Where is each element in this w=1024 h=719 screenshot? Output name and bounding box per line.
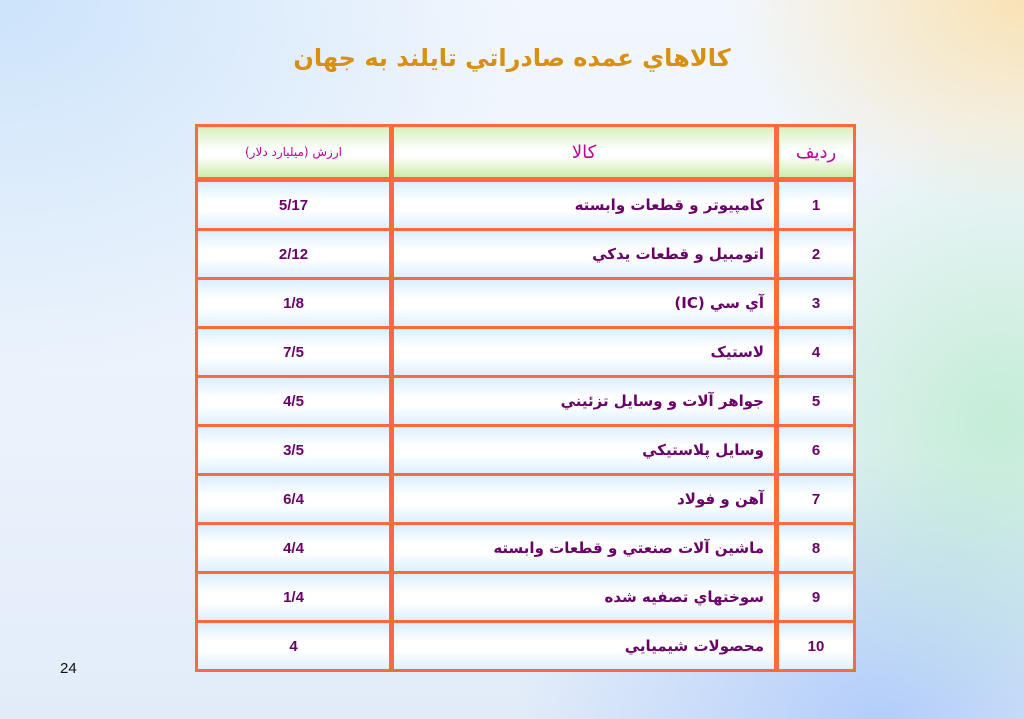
table-row — [197, 573, 855, 622]
table-row — [197, 524, 855, 573]
row-item: اتومبيل و قطعات يدکي — [392, 230, 777, 279]
table-row — [197, 180, 855, 230]
table-header-row — [197, 126, 855, 180]
row-item: لاستيک — [392, 328, 777, 377]
row-item: کامپيوتر و قطعات وابسته — [392, 180, 777, 230]
row-item: آي سي (IC) — [392, 279, 777, 328]
header-value: ارزش (ميليارد دلار) — [197, 126, 392, 180]
slide-title: کالاهاي عمده صادراتي تايلند به جهان — [293, 44, 731, 72]
row-number: 5 — [777, 377, 855, 426]
page-number: 24 — [60, 660, 77, 677]
row-number: 10 — [777, 622, 855, 671]
table-row — [197, 230, 855, 279]
row-number: 8 — [777, 524, 855, 573]
row-value: 3/5 — [197, 426, 392, 475]
table-row — [197, 328, 855, 377]
row-item: محصولات شيميايي — [392, 622, 777, 671]
exports-table — [195, 124, 856, 672]
row-number: 3 — [777, 279, 855, 328]
row-value: 1/8 — [197, 279, 392, 328]
row-item: آهن و فولاد — [392, 475, 777, 524]
table-row — [197, 475, 855, 524]
row-value: 4/5 — [197, 377, 392, 426]
header-row-number: رديف — [777, 126, 855, 180]
row-number: 4 — [777, 328, 855, 377]
row-value: 6/4 — [197, 475, 392, 524]
table-row — [197, 426, 855, 475]
row-value: 2/12 — [197, 230, 392, 279]
row-item: ماشين آلات صنعتي و قطعات وابسته — [392, 524, 777, 573]
header-item: کالا — [392, 126, 777, 180]
row-number: 7 — [777, 475, 855, 524]
table-row — [197, 279, 855, 328]
row-value: 4 — [197, 622, 392, 671]
row-number: 6 — [777, 426, 855, 475]
row-item: جواهر آلات و وسايل تزئيني — [392, 377, 777, 426]
row-value: 7/5 — [197, 328, 392, 377]
row-value: 1/4 — [197, 573, 392, 622]
row-value: 5/17 — [197, 180, 392, 230]
row-item: سوختهاي تصفيه شده — [392, 573, 777, 622]
row-item: وسايل پلاستيکي — [392, 426, 777, 475]
table-row — [197, 622, 855, 671]
row-number: 9 — [777, 573, 855, 622]
row-number: 1 — [777, 180, 855, 230]
table-row — [197, 377, 855, 426]
row-value: 4/4 — [197, 524, 392, 573]
row-number: 2 — [777, 230, 855, 279]
